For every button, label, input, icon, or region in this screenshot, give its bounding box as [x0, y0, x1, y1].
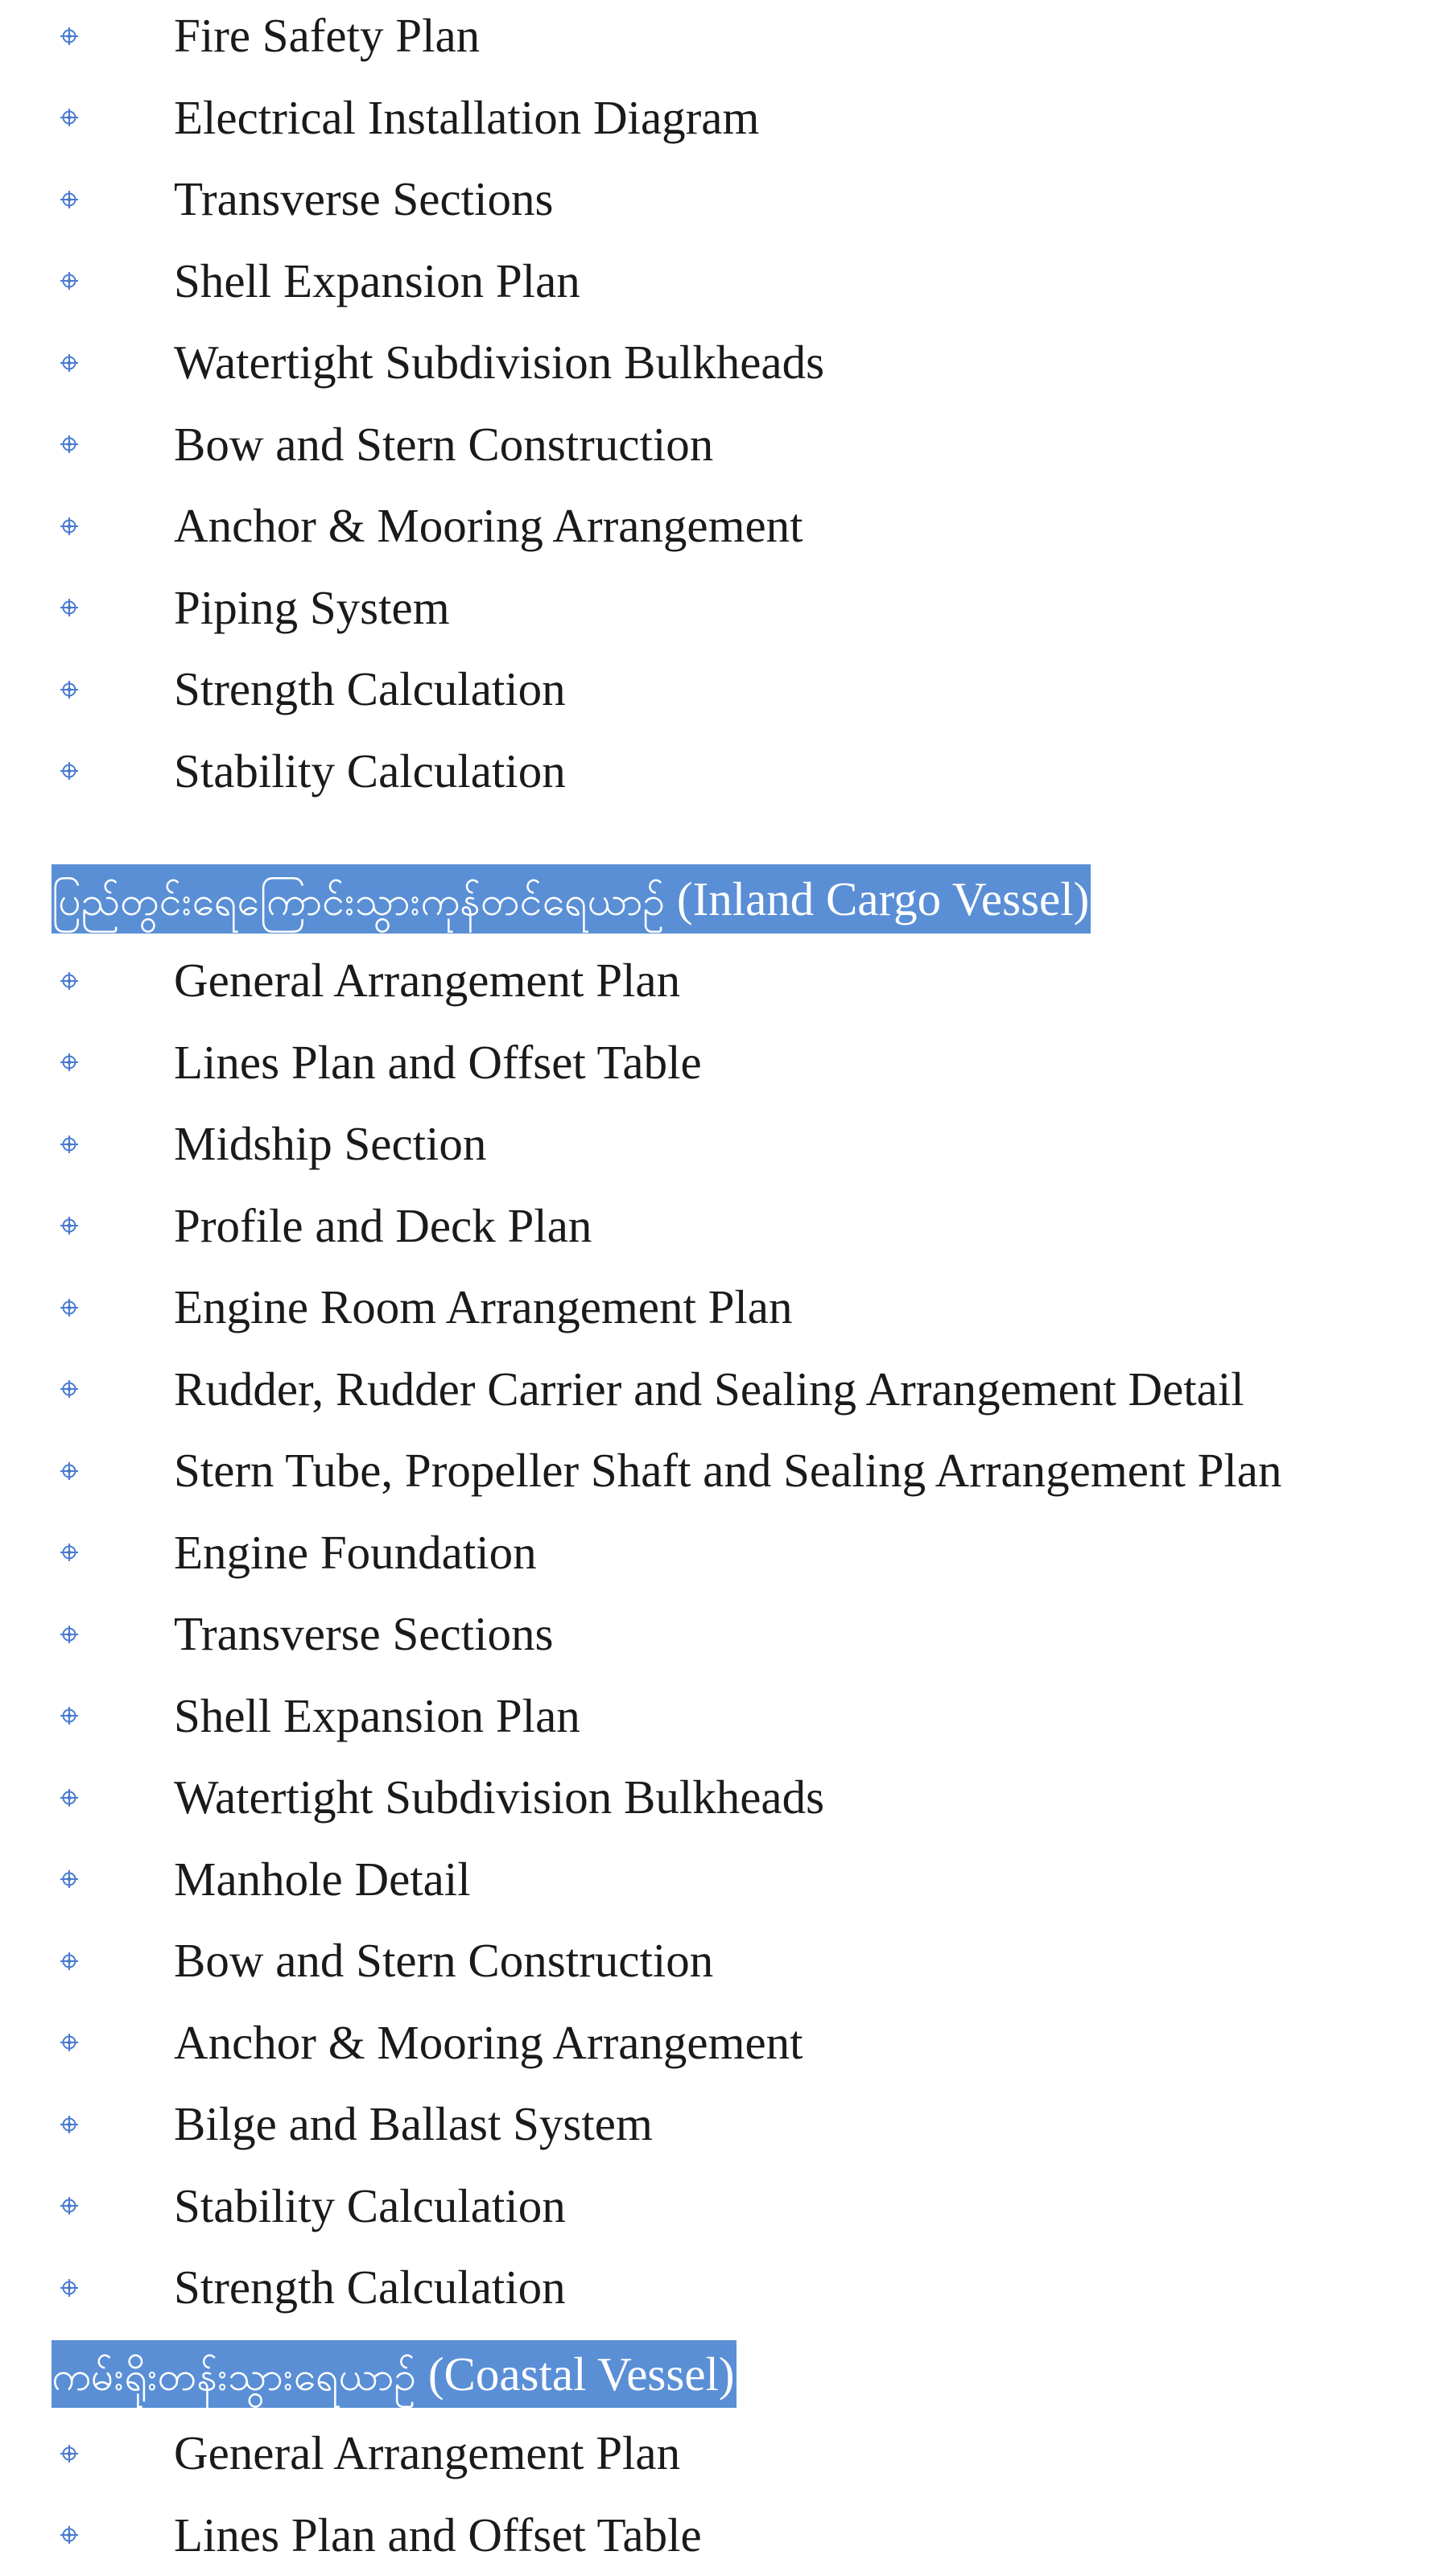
crosshair-bullet-icon — [60, 2444, 79, 2463]
list-item — [0, 2495, 1440, 2576]
list-item-label: Stern Tube, Propeller Shaft and Sealing Arrangement Plan — [174, 1430, 1281, 1512]
list-item — [0, 1512, 1440, 1594]
crosshair-bullet-icon — [60, 1869, 79, 1889]
list-item — [0, 1593, 1440, 1675]
list-item — [0, 322, 1440, 404]
list-item — [0, 1103, 1440, 1185]
list-item-label: Shell Expansion Plan — [174, 241, 580, 323]
list-item — [0, 77, 1440, 159]
list-item-label: Shell Expansion Plan — [174, 1675, 580, 1758]
list-item-label: Lines Plan and Offset Table — [174, 2495, 702, 2576]
list-item-label: Stability Calculation — [174, 2166, 566, 2248]
crosshair-bullet-icon — [60, 1543, 79, 1562]
crosshair-bullet-icon — [60, 1298, 79, 1317]
crosshair-bullet-icon — [60, 1216, 79, 1235]
crosshair-bullet-icon — [60, 680, 79, 699]
crosshair-bullet-icon — [60, 435, 79, 454]
crosshair-bullet-icon — [60, 1053, 79, 1072]
list-section-top — [0, 0, 1440, 812]
list-item — [0, 1757, 1440, 1839]
crosshair-bullet-icon — [60, 1788, 79, 1807]
list-item-label: Midship Section — [174, 1103, 486, 1185]
list-item-label: Strength Calculation — [174, 649, 566, 731]
crosshair-bullet-icon — [60, 190, 79, 209]
list-item-label: Anchor & Mooring Arrangement — [174, 485, 803, 567]
list-section-coastal — [0, 2413, 1440, 2576]
list-item-label: Watertight Subdivision Bulkheads — [174, 1757, 824, 1839]
list-item-label: Piping System — [174, 567, 450, 649]
list-item-label: Electrical Installation Diagram — [174, 77, 759, 159]
list-item-label: Manhole Detail — [174, 1839, 471, 1921]
list-item — [0, 485, 1440, 567]
list-item-label: Transverse Sections — [174, 1593, 553, 1675]
crosshair-bullet-icon — [60, 598, 79, 617]
list-item — [0, 1675, 1440, 1758]
heading-row-coastal — [0, 2340, 1440, 2408]
crosshair-bullet-icon — [60, 353, 79, 373]
heading-row-inland — [0, 864, 1440, 934]
list-item-label: Profile and Deck Plan — [174, 1185, 592, 1267]
list-item-label: Fire Safety Plan — [174, 0, 480, 77]
crosshair-bullet-icon — [60, 108, 79, 127]
heading-burmese-text: ကမ်းရိုးတန်းသွားရေယာဉ် — [52, 2353, 416, 2400]
list-item — [0, 2166, 1440, 2248]
list-item — [0, 2247, 1440, 2329]
list-item — [0, 1022, 1440, 1104]
list-item-label: Bow and Stern Construction — [174, 404, 713, 486]
list-item-label: Bilge and Ballast System — [174, 2083, 653, 2166]
crosshair-bullet-icon — [60, 2278, 79, 2298]
list-section-inland — [0, 940, 1440, 2329]
list-item — [0, 1839, 1440, 1921]
list-item-label: General Arrangement Plan — [174, 2413, 680, 2495]
crosshair-bullet-icon — [60, 761, 79, 781]
list-item-label: Bow and Stern Construction — [174, 1920, 713, 2002]
crosshair-bullet-icon — [60, 2525, 79, 2545]
crosshair-bullet-icon — [60, 1379, 79, 1399]
list-item — [0, 241, 1440, 323]
list-item — [0, 1185, 1440, 1267]
crosshair-bullet-icon — [60, 2115, 79, 2134]
list-item — [0, 567, 1440, 649]
list-item-label: Rudder, Rudder Carrier and Sealing Arrangement Detail — [174, 1349, 1244, 1431]
list-item — [0, 0, 1440, 77]
crosshair-bullet-icon — [60, 27, 79, 46]
crosshair-bullet-icon — [60, 1952, 79, 1971]
list-item — [0, 2002, 1440, 2084]
section-heading-coastal — [52, 2340, 737, 2408]
list-item — [0, 1920, 1440, 2002]
list-item-label: Transverse Sections — [174, 159, 553, 241]
section-heading-inland — [52, 864, 1091, 934]
list-item — [0, 2413, 1440, 2495]
list-item — [0, 731, 1440, 813]
heading-burmese-text: ပြည်တွင်းရေကြောင်းသွားကုန်တင်ရေယာဉ် — [52, 878, 665, 925]
list-item-label: Lines Plan and Offset Table — [174, 1022, 702, 1104]
list-item-label: Strength Calculation — [174, 2247, 566, 2329]
crosshair-bullet-icon — [60, 517, 79, 536]
list-item-label: Engine Room Arrangement Plan — [174, 1267, 793, 1349]
crosshair-bullet-icon — [60, 971, 79, 991]
list-item-label: Stability Calculation — [174, 731, 566, 813]
list-item — [0, 404, 1440, 486]
list-item — [0, 649, 1440, 731]
heading-english-text: (Inland Cargo Vessel) — [665, 872, 1089, 925]
list-item — [0, 2083, 1440, 2166]
list-item-label: Anchor & Mooring Arrangement — [174, 2002, 803, 2084]
list-item — [0, 1349, 1440, 1431]
list-item-label: Engine Foundation — [174, 1512, 537, 1594]
list-item-label: Watertight Subdivision Bulkheads — [174, 322, 824, 404]
crosshair-bullet-icon — [60, 1135, 79, 1154]
list-item — [0, 1267, 1440, 1349]
crosshair-bullet-icon — [60, 2033, 79, 2052]
list-item-label: General Arrangement Plan — [174, 940, 680, 1022]
list-item — [0, 159, 1440, 241]
crosshair-bullet-icon — [60, 2196, 79, 2215]
crosshair-bullet-icon — [60, 271, 79, 291]
crosshair-bullet-icon — [60, 1625, 79, 1644]
crosshair-bullet-icon — [60, 1461, 79, 1481]
crosshair-bullet-icon — [60, 1706, 79, 1725]
list-item — [0, 940, 1440, 1022]
list-item — [0, 1430, 1440, 1512]
heading-english-text: (Coastal Vessel) — [416, 2347, 734, 2401]
